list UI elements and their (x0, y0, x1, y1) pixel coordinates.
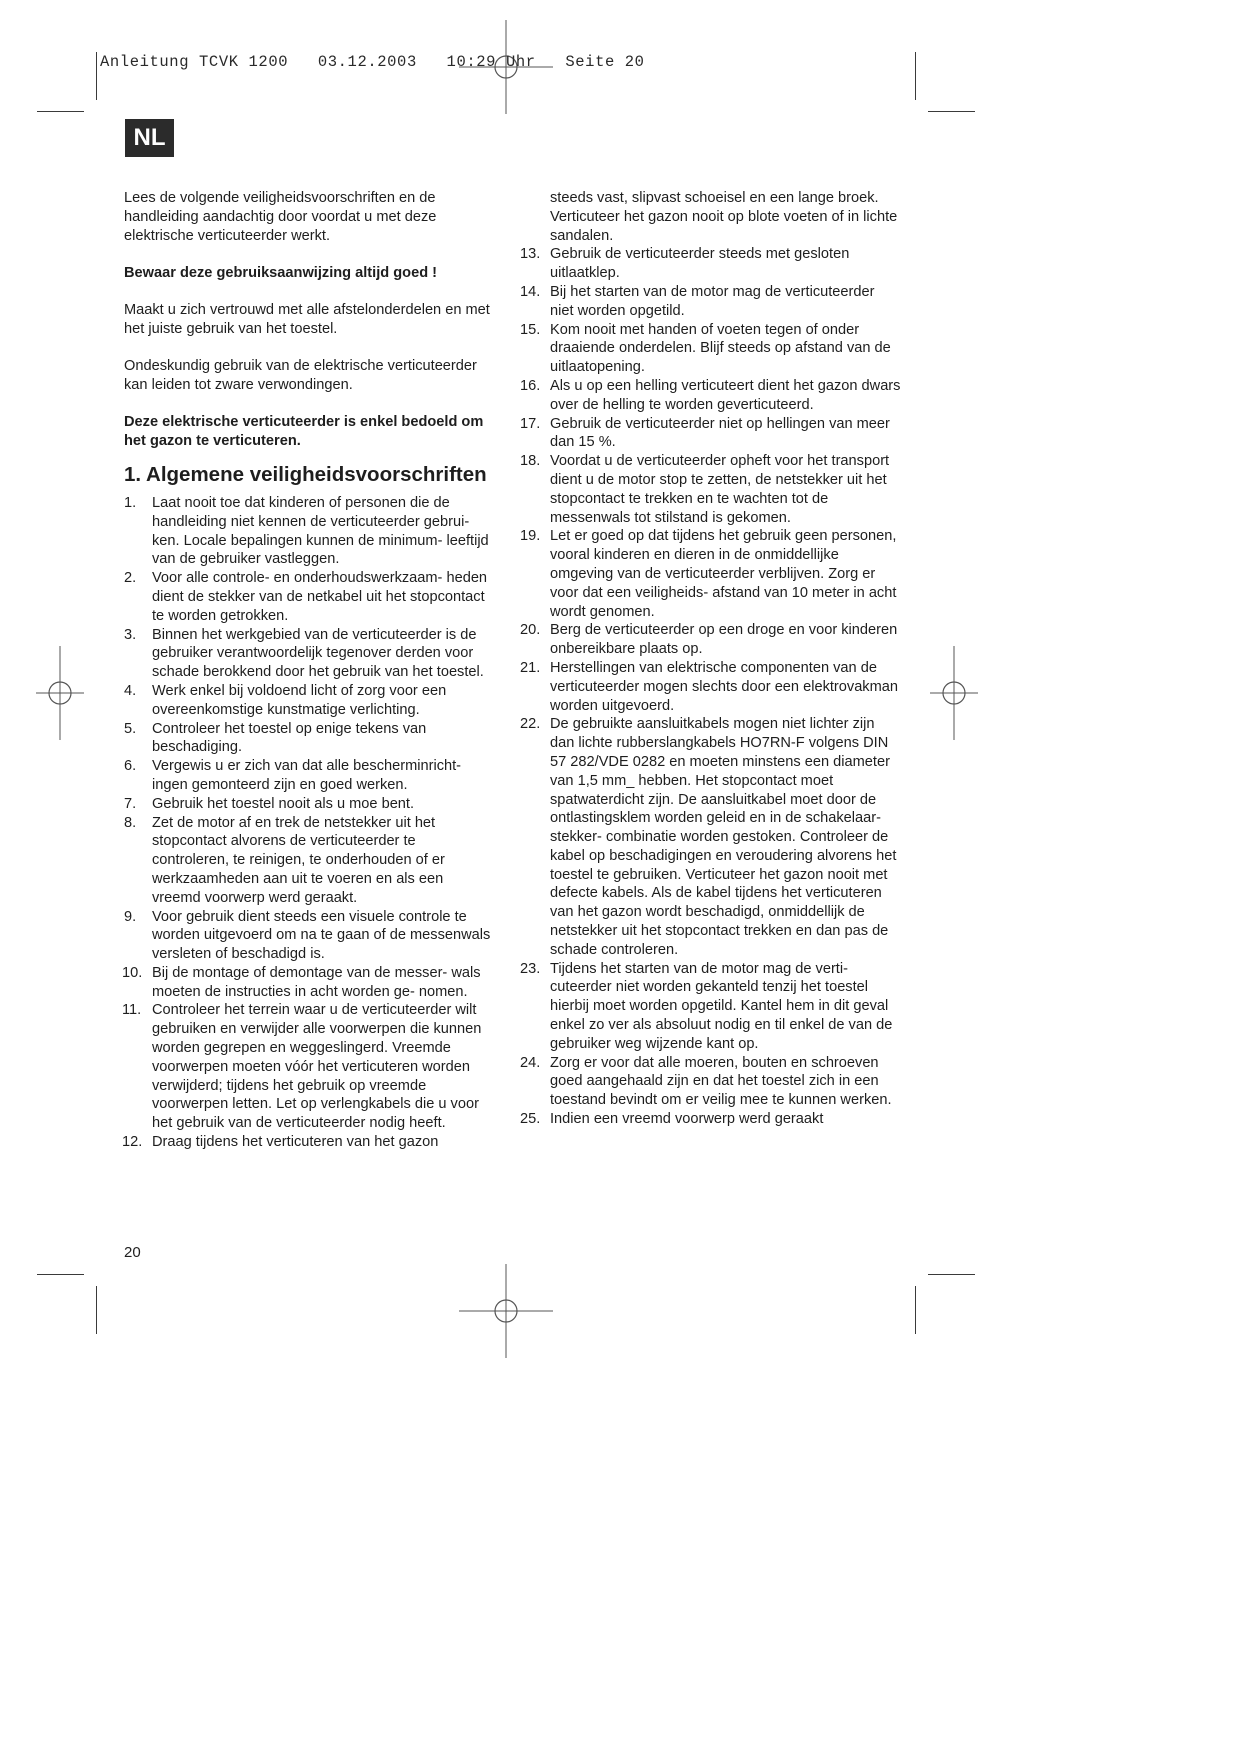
registration-mark-bottom (459, 1264, 553, 1358)
list-item: 16. Als u op een helling verticuteert dient het gazon dwars over de helling te worden geverticuteerd. (520, 377, 901, 413)
list-item: 14. Bij het starten van de motor mag de verticuteerder niet worden opgetild. (520, 283, 875, 319)
list-item: 3. Binnen het werkgebied van de verticuteerder is de gebruiker verantwoordelijk tegenover derden voor schade berokkend door het gebruik van het toestel. (124, 626, 484, 681)
trim-mark-top-left-horizontal (37, 111, 84, 112)
list-item: 24. Zorg er voor dat alle moeren, bouten en schroeven goed aangehaald zijn en dat het toestel zich in een toestand bevindt om er veilig mee te kunnen werken. (520, 1054, 892, 1109)
registration-mark-left (13, 646, 107, 740)
registration-mark-right (907, 646, 1001, 740)
safety-list-left (124, 494, 494, 1152)
list-item: 6. Vergewis u er zich van dat alle bescherminricht- ingen gemonteerd zijn en goed werken. (124, 758, 462, 793)
list-item: 13. Gebruik de verticuteerder steeds met gesloten uitlaatklep. (520, 246, 850, 282)
list-item-continuation: steeds vast, slipvast schoeisel en een lange broek. Verticuteer het gazon nooit op blote voeten of in lichte sandalen. (550, 190, 898, 244)
trim-mark-top-left-vertical (96, 52, 97, 100)
trim-mark-bottom-right-horizontal (928, 1274, 975, 1275)
list-item: 10. Bij de montage of demontage van de messer- wals moeten de instructies in acht worden ge- nomen. (122, 964, 481, 1000)
list-item: 23. Tijdens het starten van de motor mag de verti- cuteerder niet worden gekanteld tenzij het toestel hierbij moet worden opgetild. Kantel hem in dit geval enkel zo ver als absoluut nodig en til enkel de van de gebruiker weg wijzende kant op. (520, 960, 893, 1052)
section-heading: 1. Algemene veiligheidsvoorschriften (124, 462, 487, 486)
intro-paragraph: Maakt u zich vertrouwd met alle afstelonderdelen en met het juiste gebruik van het toestel. (124, 302, 490, 337)
trim-mark-bottom-left-horizontal (37, 1274, 84, 1275)
list-item: 8. Zet de motor af en trek de netstekker uit het stopcontact alvorens de verticuteerder te controleren, te reinigen, te onderhouden of er werkzaamheden aan uit te voeren en als een vreemd voorwerp werd geraakt. (124, 814, 445, 906)
trim-mark-bottom-right-vertical (915, 1286, 916, 1334)
list-item: 11. Controleer het terrein waar u de verticuteerder wilt gebruiken en verwijder alle voorwerpen die kunnen worden gegrepen en weggeslingerd. Vreemde voorwerpen moeten vóór het verticuteren worden verwijderd; tijdens het gebruik op vreemde voorwerpen letten. Let op verlengkabels die u voor het gebruik van de verticuteerder nodig heeft. (122, 1002, 482, 1132)
list-item: 2. Voor alle controle- en onderhoudswerkzaam- heden dient de stekker van de netkabel uit het stopcontact te worden getrokken. (124, 570, 488, 624)
trim-mark-top-right-horizontal (928, 111, 975, 112)
intro-paragraph: Ondeskundig gebruik van de elektrische verticuteerder kan leiden tot zware verwondingen. (124, 358, 477, 394)
list-item: 20. Berg de verticuteerder op een droge en voor kinderen onbereikbare plaats op. (520, 622, 898, 658)
list-item: 1. Laat nooit toe dat kinderen of personen die de handleiding niet kennen de verticuteerder gebrui- ken. Locale bepalingen kunnen de minimum- leeftijd van de gebruiker vastleggen. (124, 494, 489, 568)
trim-mark-bottom-left-vertical (96, 1286, 97, 1334)
right-column (522, 189, 902, 1129)
language-badge: NL (125, 119, 174, 157)
list-item: 21. Herstellingen van elektrische componenten van de verticuteerder mogen slechts door een elektrovakman worden uitgevoerd. (520, 659, 898, 714)
page-number: 20 (124, 1244, 141, 1261)
left-column (124, 189, 494, 1152)
intro-paragraph: Lees de volgende veiligheidsvoorschriften en de handleiding aandachtig door voordat u met deze elektrische verticuteerder werkt. (124, 190, 437, 244)
list-item: 17. Gebruik de verticuteerder niet op hellingen van meer dan 15 %. (520, 415, 890, 451)
intended-use-note: Deze elektrische verticuteerder is enkel bedoeld om het gazon te verticuteren. (124, 414, 484, 450)
list-item: 18. Voordat u de verticuteerder opheft voor het transport dient u de motor stop te zetten, de netstekker uit het stopcontact te trekken en te wachten tot de messenwals tot stilstand is gekomen. (520, 453, 890, 526)
list-item: 7. Gebruik het toestel nooit als u moe bent. (124, 795, 415, 812)
list-item: 4. Werk enkel bij voldoend licht of zorg voor een overeenkomstige kunstmatige verlichting. (124, 682, 447, 718)
list-item: 19. Let er goed op dat tijdens het gebruik geen personen, vooral kinderen en dieren in de onmiddellijke omgeving van de verticuteerder verblijven. Zorg er voor dat een veiligheids- afstand van 10 meter in acht wordt genomen. (520, 528, 897, 620)
list-item: 5. Controleer het toestel op enige tekens van beschadiging. (124, 720, 427, 756)
list-item: 25. Indien een vreemd voorwerp werd geraakt (520, 1111, 824, 1128)
list-item: 22. De gebruikte aansluitkabels mogen niet lichter zijn dan lichte rubberslangkabels HO7RN-F volgens DIN 57 282/VDE 0282 en moeten minstens een diameter van 1,5 mm_ hebben. Het stopcontact moet spatwaterdicht zijn. De aansluitkabel moet door de ontlastingsklem worden geleid en in de schakelaar-stekker- combinatie worden gestoken. Controleer de kabel op beschadigingen en veroudering alvorens het toestel te gebruiken. Verticuteer het gazon nooit met defecte kabels. Als de kabel tijdens het verticuteren van het gazon wordt beschadigd, onmiddellijk de netstekker uit het stopcontact trekken en dan pas de schade controleren. (520, 716, 897, 958)
list-item: 9. Voor gebruik dient steeds een visuele controle te worden uitgevoerd om na te gaan of de messenwals versleten of beschadigd is. (124, 908, 491, 963)
keep-manual-note: Bewaar deze gebruiksaanwijzing altijd goed ! (124, 264, 438, 281)
list-item: 15. Kom nooit met handen of voeten tegen of onder draaiende onderdelen. Blijf steeds op afstand van de uitlaatopening. (520, 321, 891, 376)
list-item: 12. Draag tijdens het verticuteren van het gazon (122, 1134, 439, 1151)
safety-list-right (522, 189, 902, 1129)
print-slug: Anleitung TCVK 1200 03.12.2003 10:29 Uhr Seite 20 (100, 53, 645, 71)
trim-mark-top-right-vertical (915, 52, 916, 100)
